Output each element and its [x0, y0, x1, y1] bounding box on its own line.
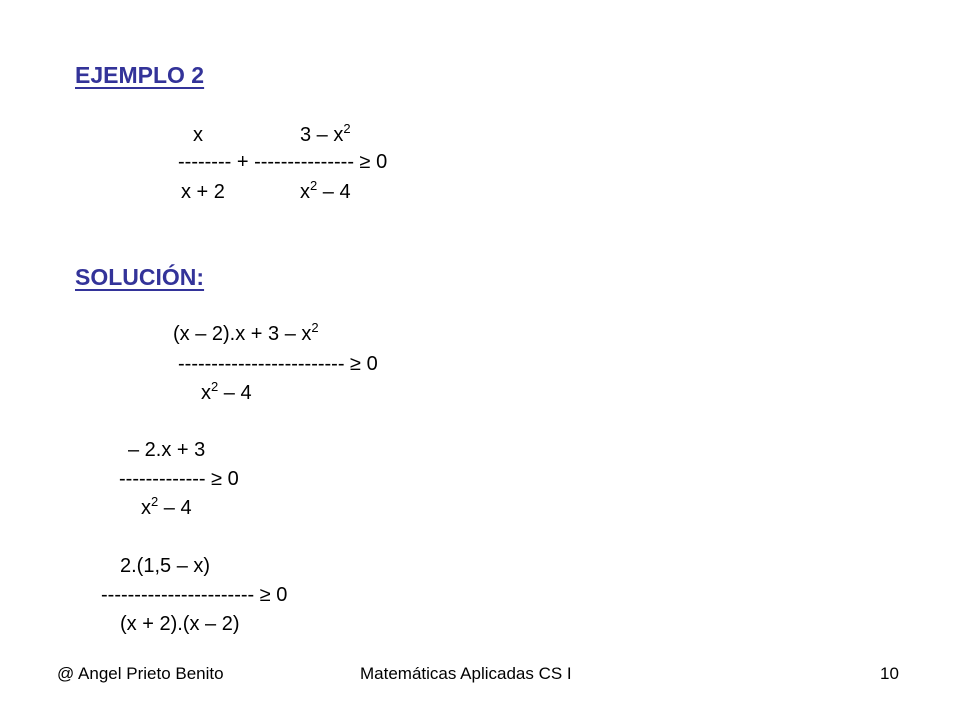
solution-heading: SOLUCIÓN:: [75, 264, 205, 290]
example-denominator-1: x + 2: [181, 181, 225, 203]
step1-denominator-exponent: 2: [211, 379, 219, 394]
step2-denominator-base: x: [141, 497, 151, 519]
step2-fraction-bar: ------------- ≥ 0: [119, 468, 239, 490]
example-denominator-2: [300, 180, 351, 204]
example-fraction-bar: -------- + --------------- ≥ 0: [178, 151, 388, 173]
step3-numerator: 2.(1,5 – x): [120, 555, 211, 577]
example-numerator-2-exponent: 2: [343, 121, 351, 136]
example-numerator-2: [300, 123, 351, 147]
step1-denominator-base: x: [201, 382, 211, 404]
step1-numerator: [173, 322, 319, 346]
step1-denominator-tail: – 4: [218, 382, 252, 404]
step1-numerator-exponent: 2: [311, 320, 319, 335]
step1-numerator-text: (x – 2).x + 3 – x: [173, 323, 312, 345]
step3-fraction-bar: ----------------------- ≥ 0: [101, 584, 288, 606]
example-numerator-1: x: [193, 124, 203, 146]
example-numerator-2-text: 3 – x: [300, 124, 344, 146]
example-denominator-2-tail: – 4: [317, 181, 351, 203]
step2-numerator: – 2.x + 3: [128, 439, 206, 461]
step3-denominator: (x + 2).(x – 2): [120, 613, 240, 635]
footer-page-number: 10: [880, 664, 899, 683]
example-denominator-2-exponent: 2: [310, 178, 318, 193]
example-heading: EJEMPLO 2: [75, 62, 205, 88]
step1-fraction-bar: ------------------------- ≥ 0: [178, 353, 378, 375]
step2-denominator-exponent: 2: [151, 494, 159, 509]
step2-denominator-tail: – 4: [158, 497, 192, 519]
step2-denominator: [141, 496, 192, 520]
step1-denominator: [201, 381, 252, 405]
footer-course: Matemáticas Aplicadas CS I: [360, 664, 572, 683]
example-denominator-2-base: x: [300, 181, 310, 203]
footer-author: @ Angel Prieto Benito: [57, 664, 224, 683]
